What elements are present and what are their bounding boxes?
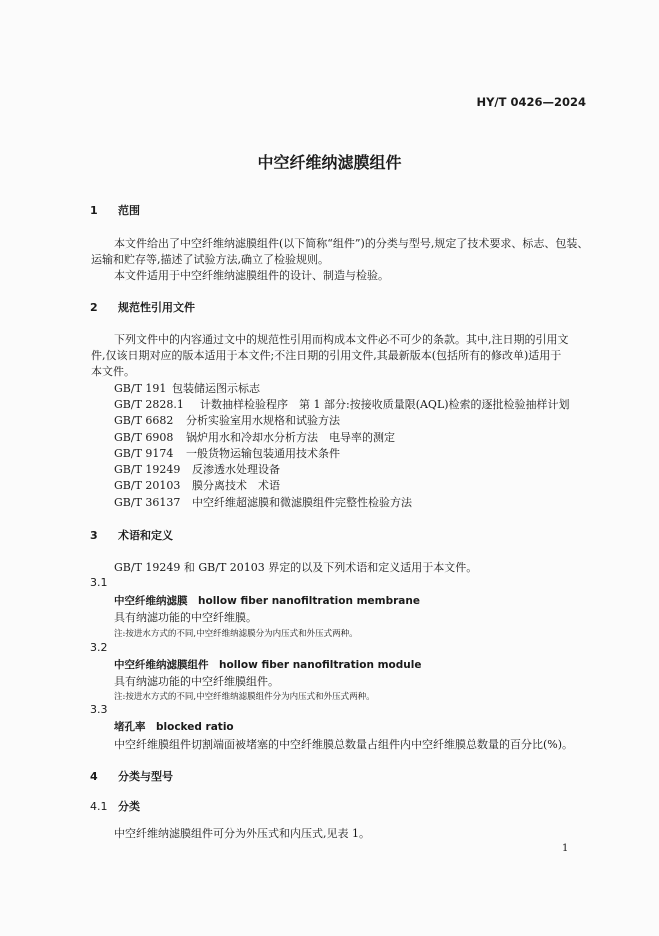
reference-title: 反渗透水处理设备 bbox=[192, 463, 280, 476]
paragraph-line: GB/T 19249 和 GB/T 20103 界定的以及下列术语和定义适用于本文件。 bbox=[114, 561, 478, 574]
section-number: 4 bbox=[90, 770, 98, 783]
reference-code: GB/T 9174 bbox=[114, 447, 174, 460]
reference-title: 锅炉用水和冷却水分析方法 电导率的测定 bbox=[186, 431, 395, 444]
section-title: 分类与型号 bbox=[118, 770, 173, 783]
term-number: 3.3 bbox=[90, 703, 108, 716]
reference-code: GB/T 20103 bbox=[114, 479, 181, 492]
reference-code: GB/T 191 bbox=[114, 382, 167, 395]
reference-code: GB/T 2828.1 bbox=[114, 398, 184, 411]
term-title: 中空纤维纳滤膜组件 hollow fiber nanofiltration module bbox=[114, 659, 422, 671]
reference-title: 一般货物运输包装通用技术条件 bbox=[186, 447, 340, 460]
reference-code: GB/T 6682 bbox=[114, 414, 174, 427]
reference-item bbox=[114, 494, 412, 510]
term-number: 3.1 bbox=[90, 576, 108, 589]
paragraph-line: 本文件。 bbox=[91, 365, 135, 378]
reference-item bbox=[114, 380, 260, 396]
reference-title: 包装储运图示标志 bbox=[172, 382, 260, 395]
reference-code: GB/T 19249 bbox=[114, 463, 181, 476]
subsection-title: 分类 bbox=[118, 800, 140, 813]
paragraph-line: 件,仅该日期对应的版本适用于本文件;不注日期的引用文件,其最新版本(包括所有的修改单)适用于 bbox=[91, 349, 562, 362]
paragraph-line: 本文件给出了中空纤维纳滤膜组件(以下简称“组件”)的分类与型号,规定了技术要求、标志、包装、 bbox=[114, 237, 589, 250]
paragraph-line: 中空纤维纳滤膜组件可分为外压式和内压式,见表 1。 bbox=[114, 827, 370, 840]
document-title: 中空纤维纳滤膜组件 bbox=[257, 153, 402, 172]
term-note: 注:按进水方式的不同,中空纤维纳滤膜分为内压式和外压式两种。 bbox=[114, 629, 358, 639]
section-number: 2 bbox=[90, 301, 98, 314]
term-definition: 中空纤维膜组件切割端面被堵塞的中空纤维膜总数量占组件内中空纤维膜总数量的百分比(%)。 bbox=[114, 738, 574, 751]
section-3-heading bbox=[90, 527, 173, 543]
section-number: 1 bbox=[90, 204, 98, 217]
paragraph-line: 运输和贮存等,描述了试验方法,确立了检验规则。 bbox=[91, 253, 329, 266]
section-title: 术语和定义 bbox=[118, 529, 173, 542]
term-title: 堵孔率 blocked ratio bbox=[114, 721, 234, 733]
reference-item bbox=[114, 429, 395, 445]
reference-item bbox=[114, 412, 340, 428]
reference-item bbox=[114, 445, 340, 461]
reference-item bbox=[114, 396, 570, 412]
reference-title: 膜分离技术 术语 bbox=[192, 479, 280, 492]
standard-number: HY/T 0426—2024 bbox=[476, 95, 586, 109]
term-number: 3.2 bbox=[90, 641, 108, 654]
reference-title: 分析实验室用水规格和试验方法 bbox=[186, 414, 340, 427]
term-definition: 具有纳滤功能的中空纤维膜组件。 bbox=[114, 675, 279, 688]
section-number: 3 bbox=[90, 529, 98, 542]
reference-code: GB/T 6908 bbox=[114, 431, 174, 444]
reference-item bbox=[114, 461, 280, 477]
section-1-heading bbox=[90, 202, 140, 218]
section-title: 范围 bbox=[118, 204, 140, 217]
subsection-4-1-heading bbox=[90, 798, 140, 814]
reference-code: GB/T 36137 bbox=[114, 496, 181, 509]
term-note: 注:按进水方式的不同,中空纤维纳滤膜组件分为内压式和外压式两种。 bbox=[114, 692, 375, 702]
section-4-heading bbox=[90, 768, 173, 784]
paragraph-line: 本文件适用于中空纤维纳滤膜组件的设计、制造与检验。 bbox=[114, 269, 389, 282]
section-title: 规范性引用文件 bbox=[118, 301, 195, 314]
term-definition: 具有纳滤功能的中空纤维膜。 bbox=[114, 611, 257, 624]
reference-item bbox=[114, 477, 280, 493]
subsection-number: 4.1 bbox=[90, 800, 108, 813]
reference-title: 计数抽样检验程序 第 1 部分:按接收质量限(AQL)检索的逐批检验抽样计划 bbox=[200, 398, 570, 411]
section-2-heading bbox=[90, 299, 195, 315]
term-title: 中空纤维纳滤膜 hollow fiber nanofiltration membrane bbox=[114, 595, 420, 607]
reference-title: 中空纤维超滤膜和微滤膜组件完整性检验方法 bbox=[192, 496, 412, 509]
page-number: 1 bbox=[562, 843, 569, 854]
paragraph-line: 下列文件中的内容通过文中的规范性引用而构成本文件必不可少的条款。其中,注日期的引用文 bbox=[114, 333, 569, 346]
